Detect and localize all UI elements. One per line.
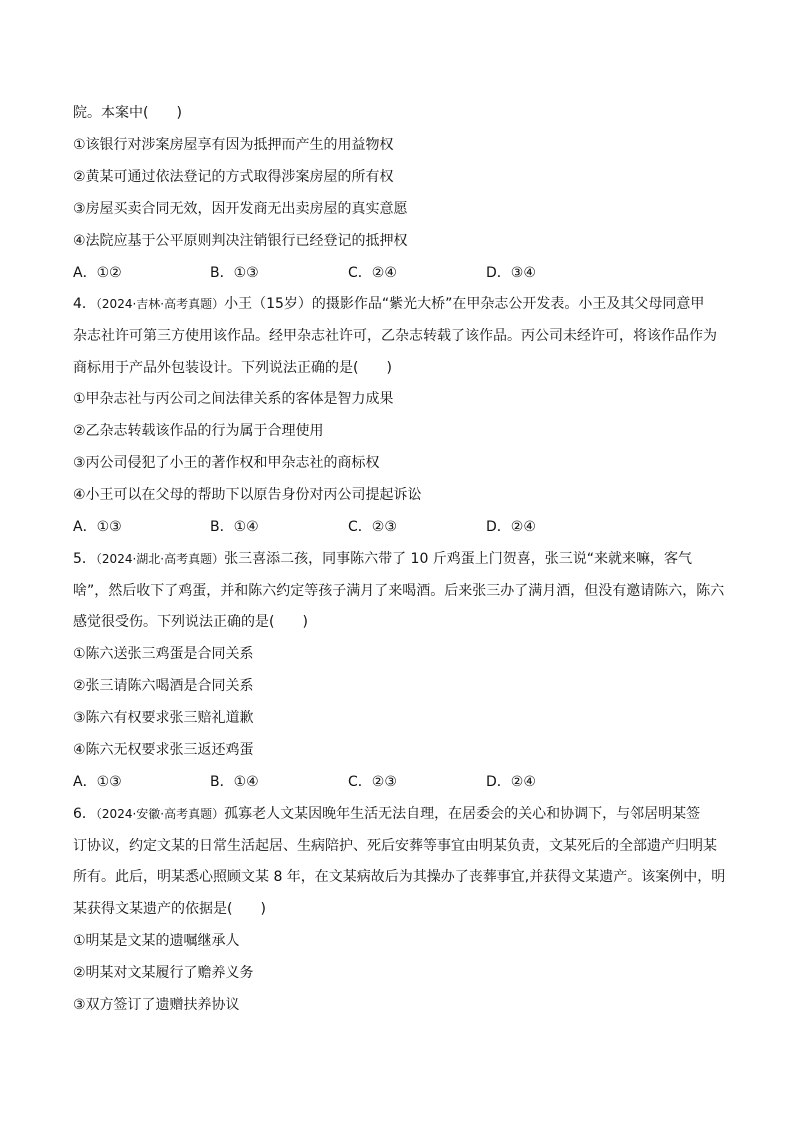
q5-stem-line-1 <box>73 549 692 569</box>
q3-statement-1: ①该银行对涉案房屋享有因为抵押而产生的用益物权 <box>73 137 394 153</box>
q6-statement-3: ③双方签订了遗赠扶养协议 <box>73 997 240 1013</box>
q4-statement-2: ②乙杂志转载该作品的行为属于合理使用 <box>73 423 324 439</box>
q5-stem-line-2: 啥”，然后收下了鸡蛋，并和陈六约定等孩子满月了来喝酒。后来张三办了满月酒，但没有邀请陈六，陈六 <box>73 583 725 599</box>
q6-stem-text-1: 孤寡老人文某因晚年生活无法自理，在居委会的关心和协调下，与邻居明某签 <box>224 806 701 822</box>
q4-statement-3: ③丙公司侵犯了小王的著作权和甲杂志社的商标权 <box>73 455 380 471</box>
q5-stem-text-1: 张三喜添二孩，同事陈六带了 10 斤鸡蛋上门贺喜，张三说“来就来嘛，客气 <box>224 551 693 567</box>
q4-stem-line-2: 杂志社许可第三方使用该作品。经甲杂志社许可，乙杂志转载了该作品。丙公司未经许可，将该作品作为 <box>73 328 717 344</box>
q3-option-a: A．①② <box>73 265 122 281</box>
q4-source: （2024·吉林·高考真题） <box>95 297 225 311</box>
q4-statement-4: ④小王可以在父母的帮助下以原告身份对丙公司提起诉讼 <box>73 487 422 503</box>
q3-statement-4: ④法院应基于公平原则判决注销银行已经登记的抵押权 <box>73 233 408 249</box>
q5-statement-2: ②张三请陈六喝酒是合同关系 <box>73 678 254 694</box>
q6-statement-1: ①明某是文某的遗嘱继承人 <box>73 933 240 949</box>
q3-continuation: 院。本案中( ) <box>73 105 182 121</box>
q4-option-c: C．②③ <box>348 519 397 535</box>
q4-stem-line-1 <box>73 294 704 314</box>
q6-stem-line-1 <box>73 804 700 824</box>
q3-statement-2: ②黄某可通过依法登记的方式取得涉案房屋的所有权 <box>73 169 394 185</box>
q4-number: 4． <box>73 296 96 312</box>
q4-stem-line-3: 商标用于产品外包装设计。下列说法正确的是( ) <box>73 360 392 376</box>
q3-option-d: D．③④ <box>486 265 536 281</box>
q6-source: （2024·安徽·高考真题） <box>95 807 225 821</box>
q4-option-a: A．①③ <box>73 519 122 535</box>
q5-source: （2024·湖北·高考真题） <box>95 552 225 566</box>
q6-stem-line-3: 所有。此后，明某悉心照顾文某 8 年，在文某病故后为其操办了丧葬事宜,并获得文某遗产。该案例中，明 <box>73 869 726 885</box>
q6-statement-2: ②明某对文某履行了赡养义务 <box>73 965 254 981</box>
q4-option-b: B．①④ <box>210 519 259 535</box>
q5-statement-1: ①陈六送张三鸡蛋是合同关系 <box>73 646 254 662</box>
q3-statement-3: ③房屋买卖合同无效，因开发商无出卖房屋的真实意愿 <box>73 201 408 217</box>
q6-number: 6． <box>73 806 96 822</box>
q5-number: 5． <box>73 551 96 567</box>
q6-stem-line-2: 订协议，约定文某的日常生活起居、生病陪护、死后安葬等事宜由明某负责，文某死后的全部遗产归明某 <box>73 838 717 854</box>
q5-statement-3: ③陈六有权要求张三赔礼道歉 <box>73 710 254 726</box>
q3-option-b: B．①③ <box>210 265 259 281</box>
q5-statement-4: ④陈六无权要求张三返还鸡蛋 <box>73 742 254 758</box>
q4-statement-1: ①甲杂志社与丙公司之间法律关系的客体是智力成果 <box>73 391 394 407</box>
q5-option-a: A．①③ <box>73 774 122 790</box>
q3-option-c: C．②④ <box>348 265 397 281</box>
q5-option-c: C．②③ <box>348 774 397 790</box>
q5-stem-line-3: 感觉很受伤。下列说法正确的是( ) <box>73 614 308 630</box>
q5-option-b: B．①④ <box>210 774 259 790</box>
q6-stem-line-4: 某获得文某遗产的依据是( ) <box>73 901 266 917</box>
q4-stem-text-1: 小王（15岁）的摄影作品“紫光大桥”在甲杂志公开发表。小王及其父母同意甲 <box>224 296 705 312</box>
q5-option-d: D．②④ <box>486 774 536 790</box>
q4-option-d: D．②④ <box>486 519 536 535</box>
